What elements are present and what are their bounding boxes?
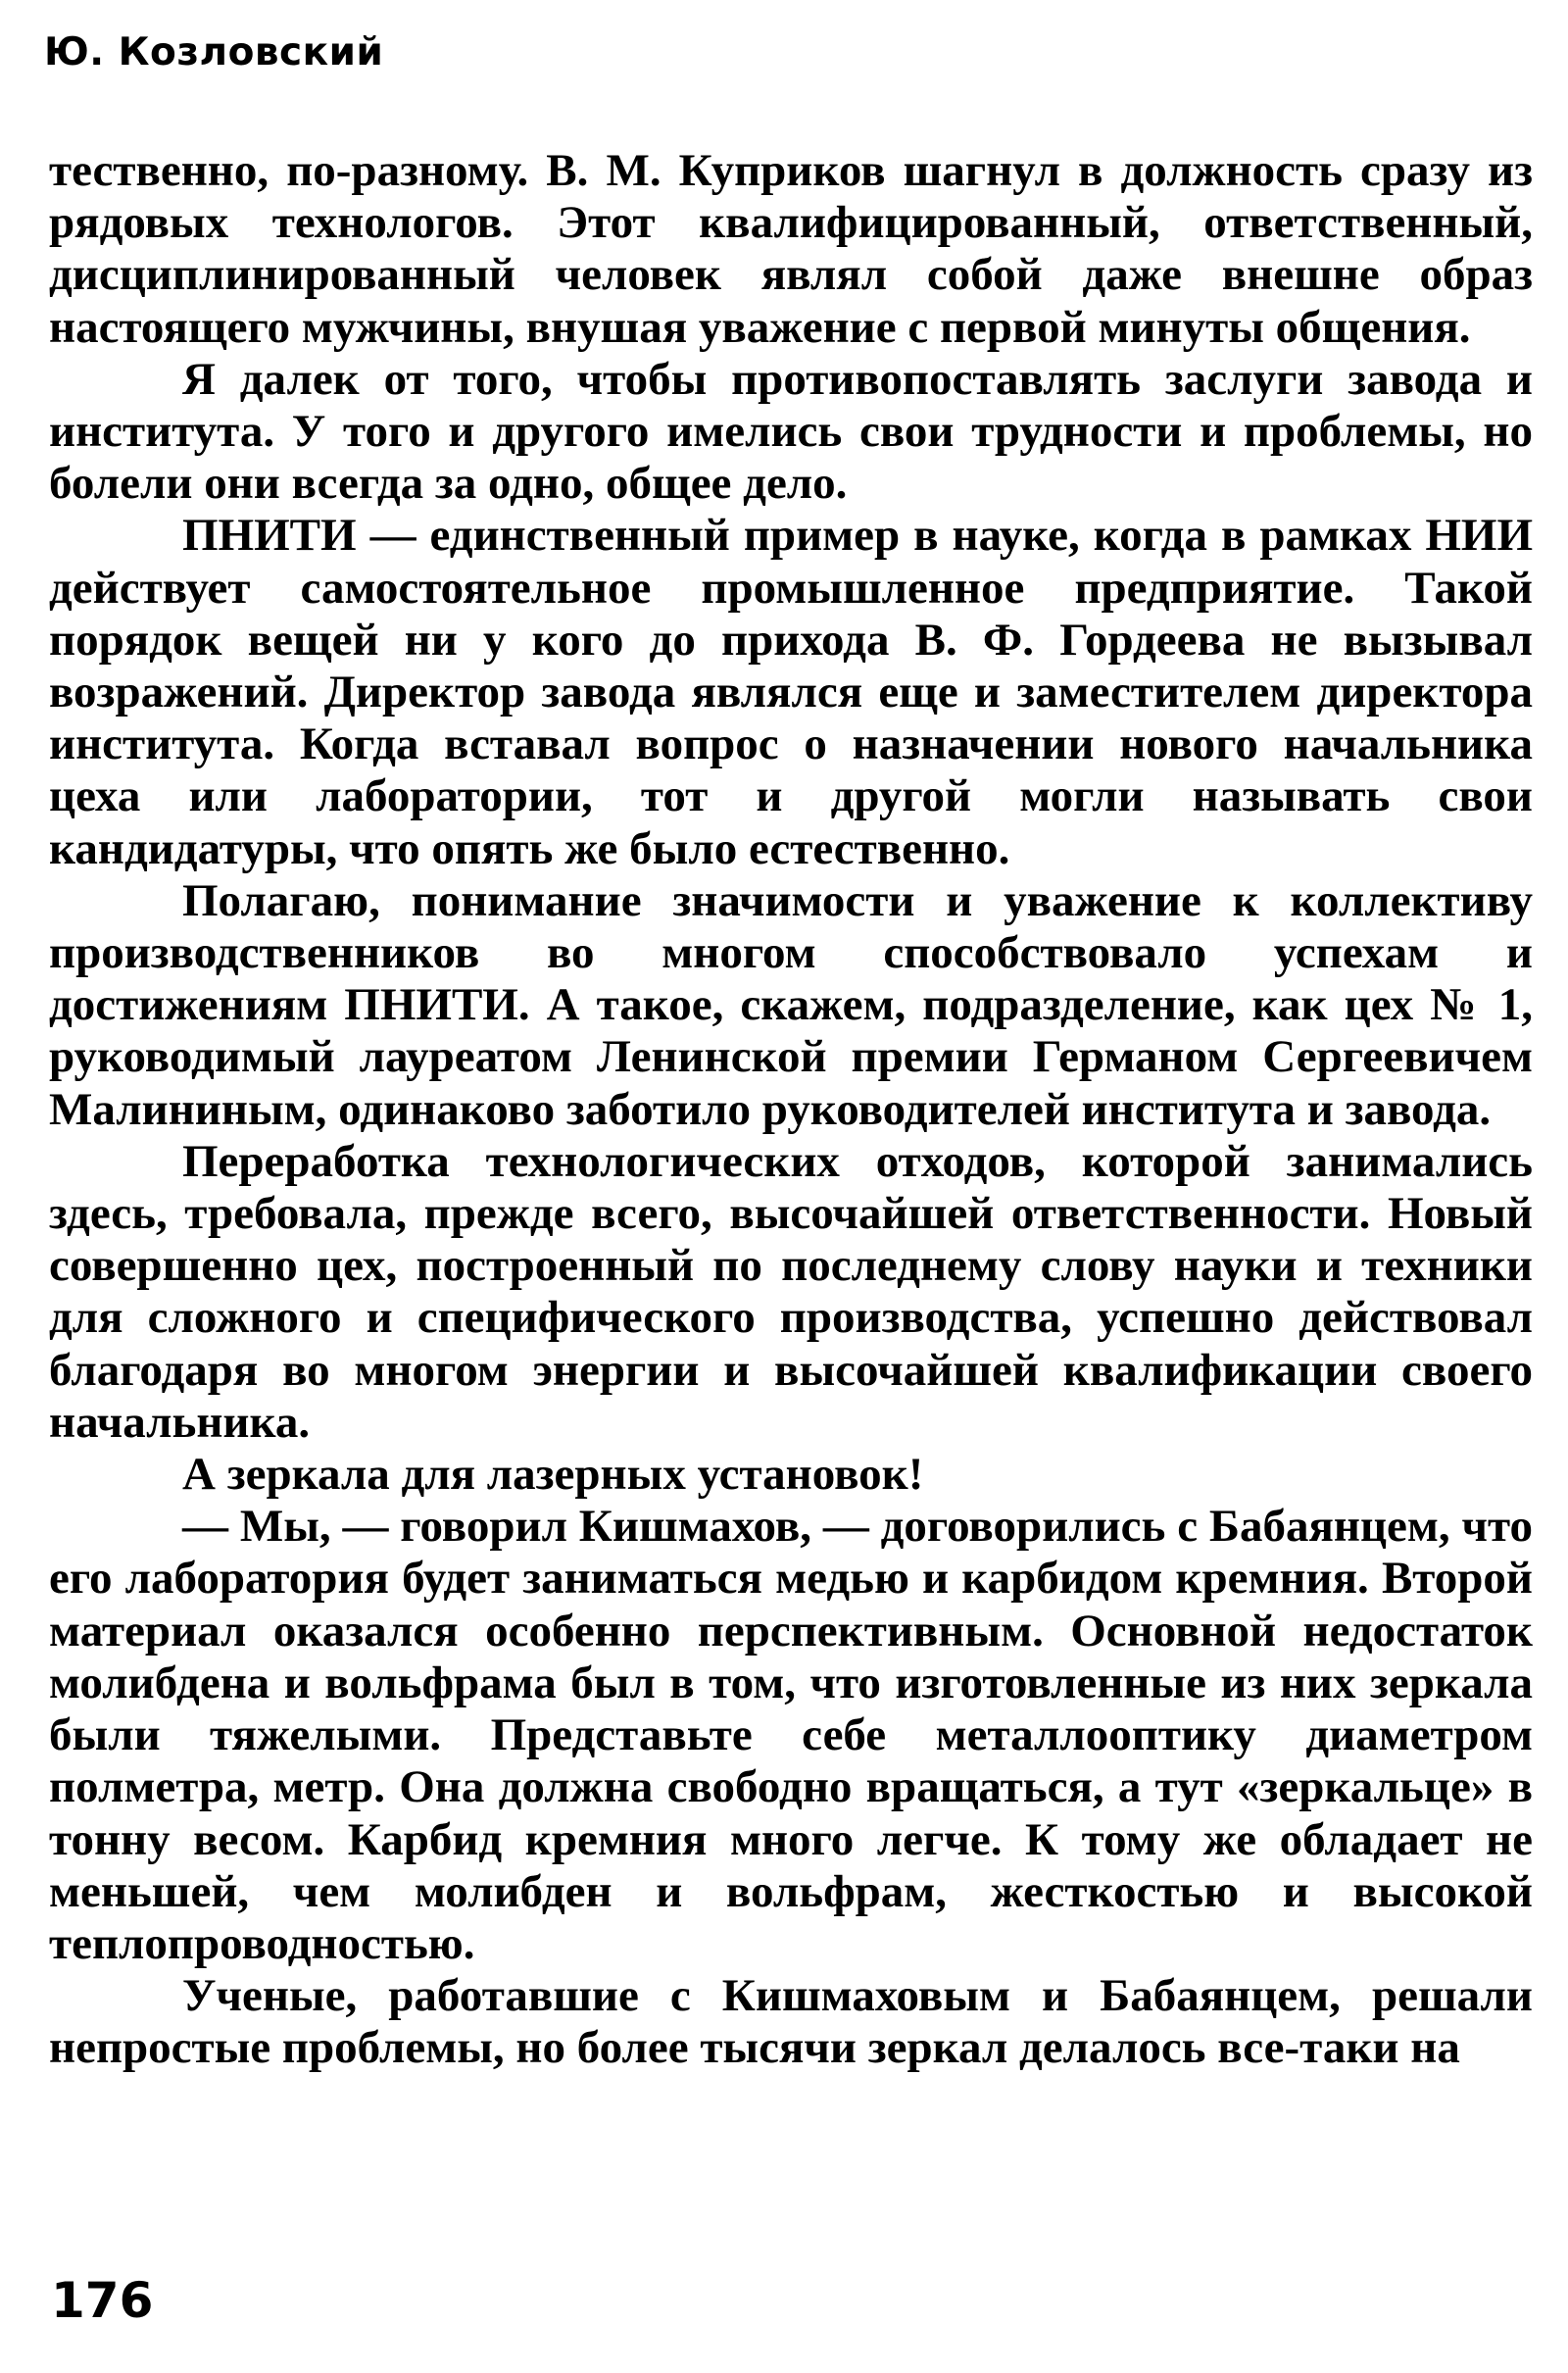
paragraph: Ученые, работавшие с Кишмаховым и Бабаянцем, решали непростые проблемы, но более тысячи зеркал делалось все-таки на	[49, 1970, 1533, 2074]
paragraph: Полагаю, понимание значимости и уважение к коллективу производственников во многом способствовало успехам и достижениям ПНИТИ. А такое, скажем, подразделение, как цех № 1, руководимый лауреатом Ленинской премии Германом Сергеевичем Малининым, одинаково заботило руководителей института и завода.	[49, 874, 1533, 1135]
running-head-author: Ю. Козловский	[44, 30, 384, 74]
body-text	[49, 145, 1533, 2075]
paragraph-continuation: тественно, по-разному. В. М. Куприков шагнул в должность сразу из рядовых технологов. Этот квалифицированный, ответственный, дисциплинированный человек являл собой даже внешне образ настоящего мужчины, внушая уважение с первой минуты общения.	[49, 145, 1533, 353]
paragraph: А зеркала для лазерных установок!	[182, 1449, 924, 1501]
paragraph: Я далек от того, чтобы противопоставлять заслуги завода и института. У того и другого имелись свои трудности и проблемы, но болели они всегда за одно, общее дело.	[49, 353, 1533, 510]
paragraph: ПНИТИ — единственный пример в науке, когда в рамках НИИ действует самостоятельное промышленное предприятие. Такой порядок вещей ни у кого до прихода В. Ф. Гордеева не вызывал возражений. Директор завода являлся еще и заместителем директора института. Когда вставал вопрос о назначении нового начальника цеха или лаборатории, тот и другой могли называть свои кандидатуры, что опять же было естественно.	[49, 510, 1533, 874]
paragraph: Переработка технологических отходов, которой занимались здесь, требовала, прежде всего, высочайшей ответственности. Новый совершенно цех, построенный по последнему слову науки и техники для сложного и специфического производства, успешно действовал благодаря во многом энергии и высочайшей квалификации своего начальника.	[49, 1135, 1533, 1448]
page-number: 176	[51, 2272, 154, 2329]
paragraph: — Мы, — говорил Кишмахов, — договорились с Бабаянцем, что его лаборатория будет заниматься медью и карбидом кремния. Второй материал оказался особенно перспективным. Основной недостаток молибдена и вольфрама был в том, что изготовленные из них зеркала были тяжелыми. Представьте себе металлооптику диаметром полметра, метр. Она должна свободно вращаться, а тут «зеркальце» в тонну весом. Карбид кремния много легче. К тому же обладает не меньшей, чем молибден и вольфрам, жесткостью и высокой теплопроводностью.	[49, 1501, 1533, 1969]
